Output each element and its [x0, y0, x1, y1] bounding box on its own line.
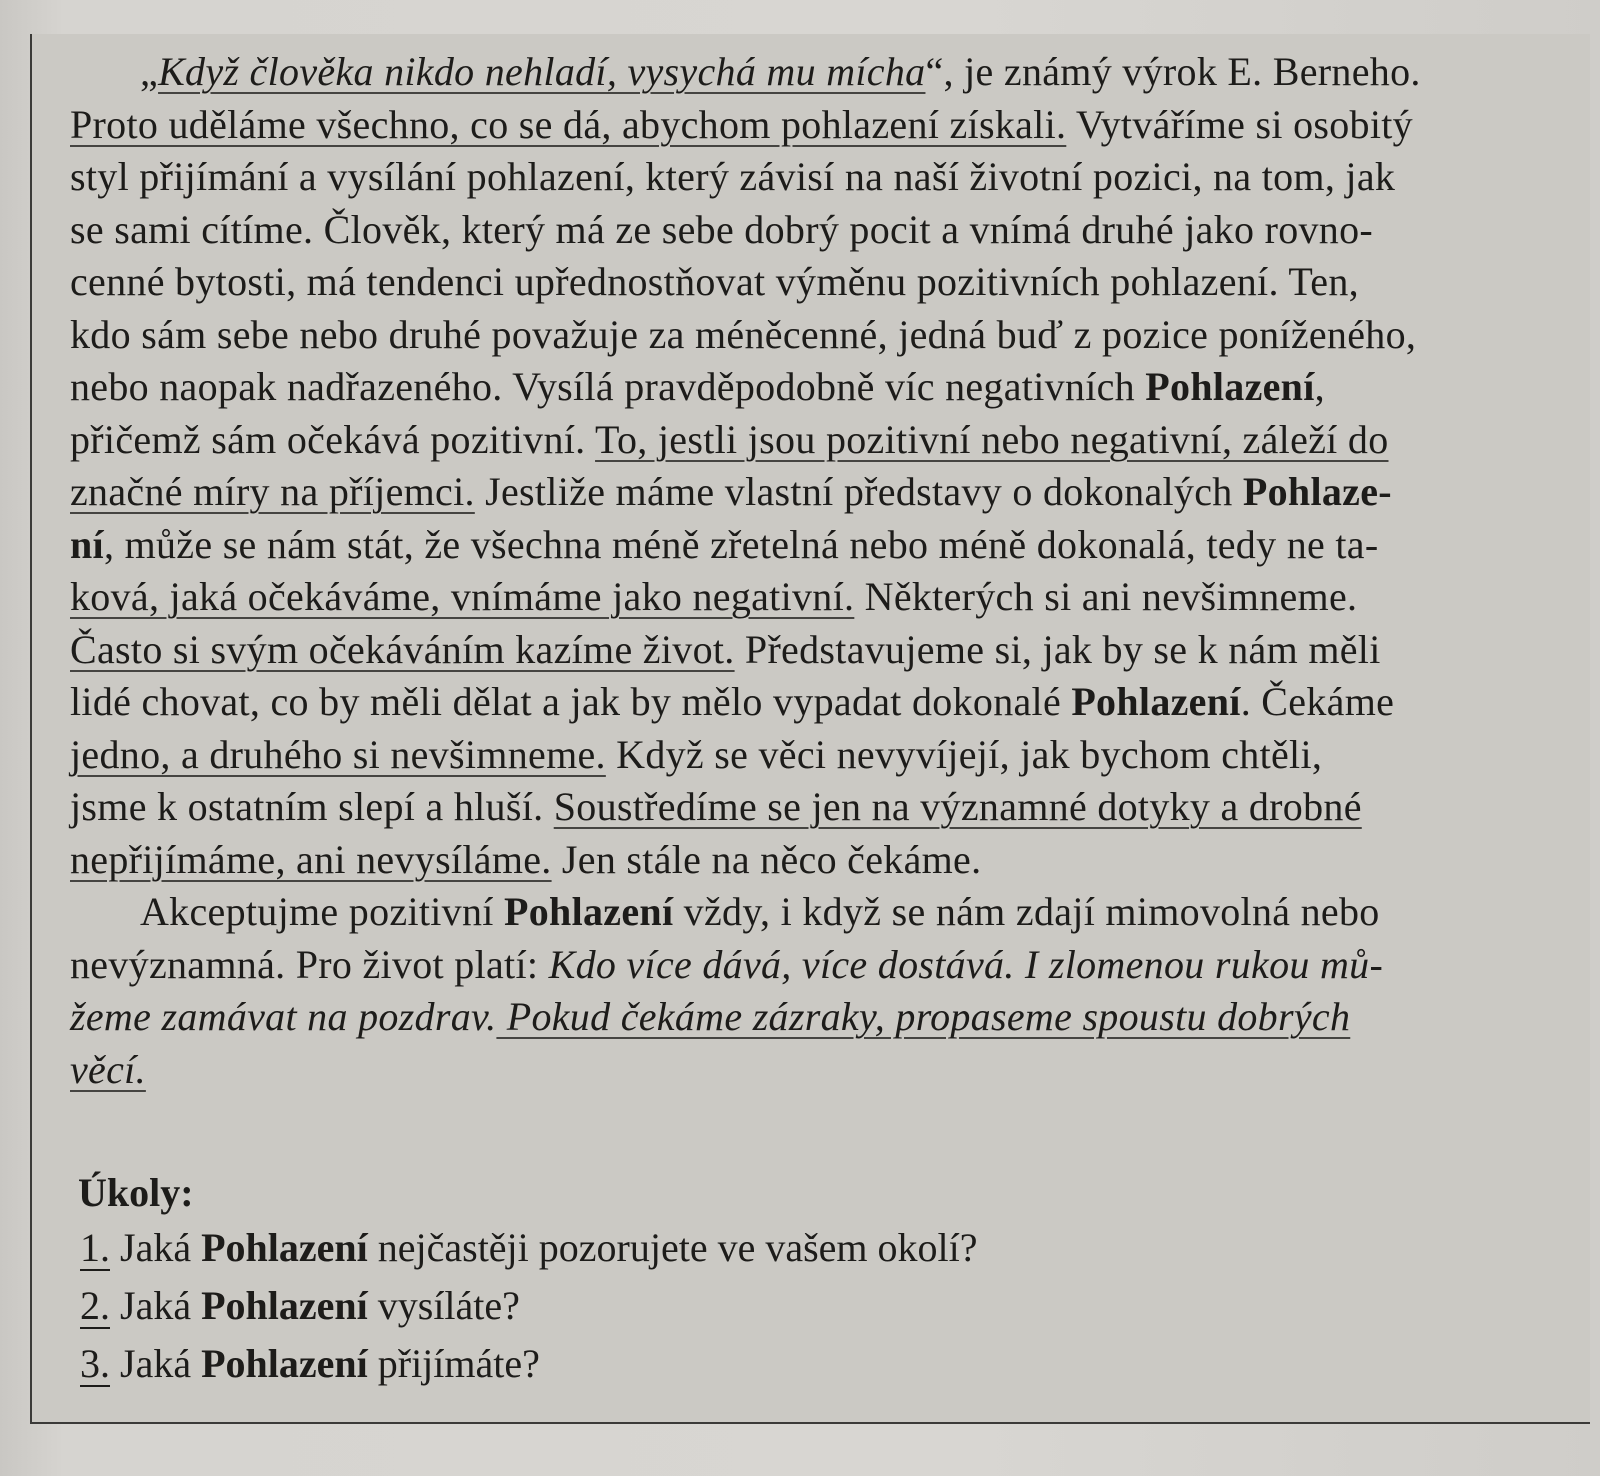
text-line: značné míry na příjemci. Jestliže máme vlastní představy o dokonalých Pohlaze- [70, 469, 1392, 514]
main-text [70, 46, 1570, 1096]
text-line: cenné bytosti, má tendenci upřednostňovat výměnu pozitivních pohlazení. Ten, [70, 259, 1359, 304]
text-line: Často si svým očekáváním kazíme život. Představujeme si, jak by se k nám měli [70, 626, 1381, 672]
quote-underlined: Když člověka nikdo nehladí, vysychá mu mícha [158, 49, 926, 94]
task-item: 3. Jaká Pohlazení přijímáte? [80, 1341, 540, 1386]
text-box [30, 34, 1590, 1424]
tasks-heading: Úkoly: [78, 1170, 194, 1215]
task-item: 1. Jaká Pohlazení nejčastěji pozorujete ve vašem okolí? [80, 1225, 978, 1270]
text-line: jedno, a druhého si nevšimneme. Když se věci nevyvíjejí, jak bychom chtěli, [70, 731, 1323, 777]
text-line: nebo naopak nadřazeného. Vysílá pravděpodobně víc negativních Pohlazení, [70, 364, 1325, 409]
text-line: styl přijímání a vysílání pohlazení, který závisí na naší životní pozici, na tom, jak [70, 154, 1396, 199]
text-line: nevýznamná. Pro život platí: Kdo více dává, více dostává. I zlomenou rukou mů- [70, 941, 1384, 987]
text-line: přičemž sám očekává pozitivní. To, jestli jsou pozitivní nebo negativní, záleží do [70, 416, 1389, 462]
text-line: „Když člověka nikdo nehladí, vysychá mu mícha“, je známý výrok E. Berneho. [140, 49, 1421, 94]
text-line: se sami cítíme. Člověk, který má ze sebe dobrý pocit a vnímá druhé jako rovno- [70, 206, 1374, 252]
text-line: nepřijímáme, ani nevysíláme. Jen stále na něco čekáme. [70, 836, 982, 882]
text-line: Proto uděláme všechno, co se dá, abychom pohlazení získali. Vytváříme si osobitý [70, 101, 1413, 147]
text-line: žeme zamávat na pozdrav. Pokud čekáme zázraky, propaseme spoustu dobrých [70, 994, 1351, 1039]
text-line: věcí. [70, 1046, 146, 1092]
text-line: ková, jaká očekáváme, vnímáme jako negativní. Některých si ani nevšimneme. [70, 574, 1358, 619]
text-line: jsme k ostatním slepí a hluší. Soustředíme se jen na významné dotyky a drobné [70, 784, 1362, 829]
text-line: ní, může se nám stát, že všechna méně zřetelná nebo méně dokonalá, tedy ne ta- [70, 521, 1379, 567]
task-item: 2. Jaká Pohlazení vysíláte? [80, 1283, 520, 1328]
text-line: kdo sám sebe nebo druhé považuje za méněcenné, jedná buď z pozice poníženého, [70, 311, 1417, 357]
text-line: lidé chovat, co by měli dělat a jak by mělo vypadat dokonalé Pohlazení. Čekáme [70, 679, 1395, 724]
text-line: Akceptujme pozitivní Pohlazení vždy, i když se nám zdají mimovolná nebo [140, 889, 1380, 934]
